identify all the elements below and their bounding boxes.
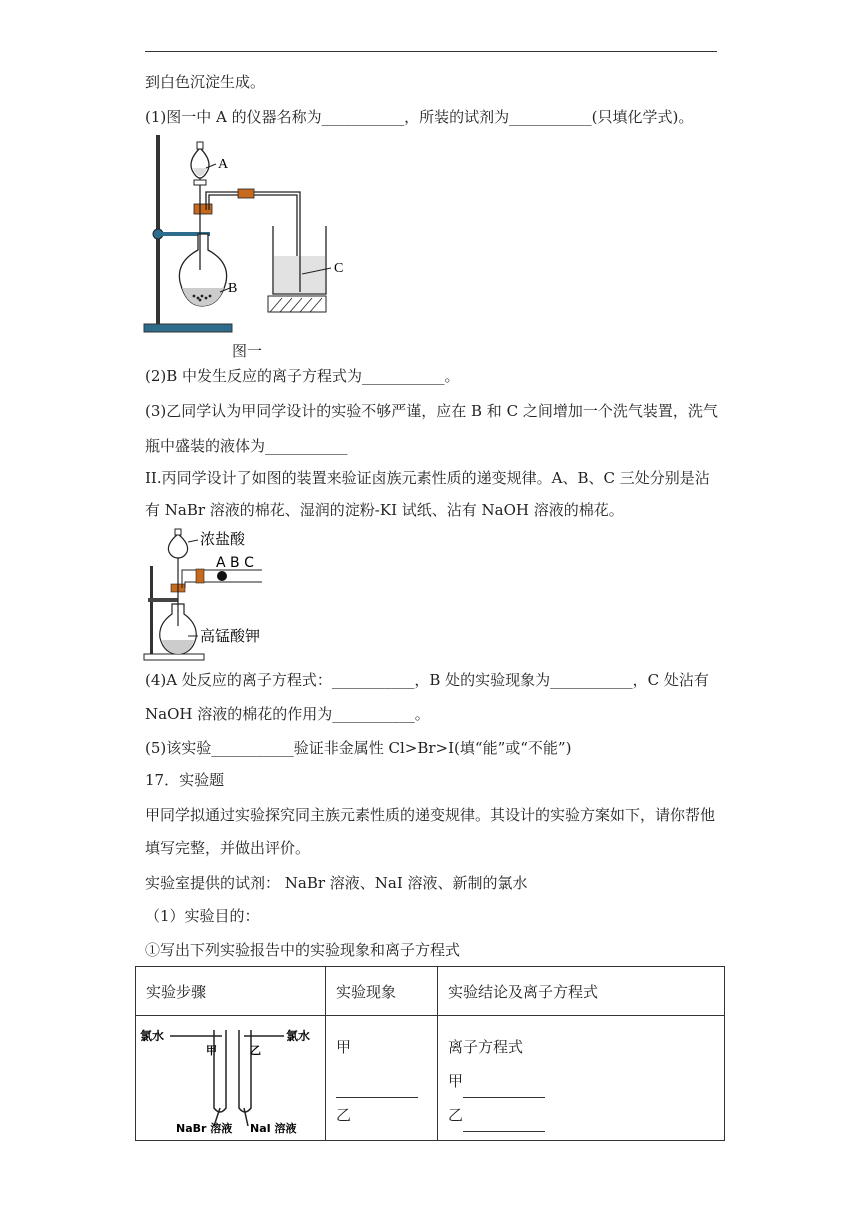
question-5: (5)该实验___________验证非金属性 Cl>Br>I(填“能”或“不能”) — [145, 739, 572, 757]
text-line: 有 NaBr 溶液的棉花、湿润的淀粉-KI 试纸、沾有 NaOH 溶液的棉花。 — [145, 501, 624, 519]
text-line: 甲同学拟通过实验探究同主族元素性质的递变规律。其设计的实验方案如下，请你帮他 — [145, 806, 716, 824]
question-17-title: 17．实验题 — [145, 771, 225, 789]
header-conclusion: 实验结论及离子方程式 — [438, 967, 725, 1016]
phenomena-yi: 乙 — [336, 1106, 352, 1124]
conclusion-title: 离子方程式 — [448, 1038, 524, 1056]
text-line: 填写完整，并做出评价。 — [145, 839, 311, 857]
label-kmno4: 高锰酸钾 — [200, 627, 261, 645]
label-yi: 乙 — [250, 1044, 261, 1057]
header-rule — [145, 51, 717, 52]
answer-blank[interactable] — [463, 1115, 545, 1132]
table-row — [136, 1016, 725, 1141]
header-phenomena: 实验现象 — [326, 967, 438, 1016]
text-line: NaOH 溶液的棉花的作用为___________。 — [145, 705, 430, 723]
conclusion-jia: 甲 — [448, 1072, 464, 1090]
table-header-row — [136, 967, 725, 1016]
section-ii: II.丙同学设计了如图的装置来验证卤族元素性质的递变规律。A、B、C 三处分别是沾 — [145, 469, 710, 487]
figure-2-apparatus — [142, 526, 282, 664]
experiment-report-table — [135, 966, 725, 1141]
phenomena-cell — [326, 1016, 438, 1141]
label-jia: 甲 — [206, 1044, 217, 1057]
label-chlorine-right: 氯水 — [286, 1029, 311, 1043]
instruction-line: ①写出下列实验报告中的实验现象和离子方程式 — [145, 941, 461, 959]
label-c: C — [334, 261, 344, 276]
figure-1-caption: 图一 — [232, 342, 263, 360]
question-4: (4)A 处反应的离子方程式：___________，B 处的实验现象为___________，C 处沾有 — [145, 671, 709, 689]
answer-blank[interactable] — [336, 1081, 418, 1098]
label-nai: NaI 溶液 — [250, 1122, 297, 1135]
label-abc: A B C — [216, 555, 254, 571]
label-a: A — [218, 157, 229, 172]
purpose-line: （1）实验目的： — [145, 907, 260, 925]
conclusion-yi: 乙 — [448, 1106, 464, 1124]
steps-cell — [136, 1016, 326, 1141]
phenomena-jia: 甲 — [336, 1038, 352, 1056]
label-chlorine-left: 氯水 — [140, 1029, 165, 1043]
question-1: (1)图一中 A 的仪器名称为___________，所装的试剂为___________(只填化学式)。 — [145, 108, 694, 126]
text-line: 到白色沉淀生成。 — [145, 73, 266, 91]
text-line: 瓶中盛装的液体为___________ — [145, 437, 348, 455]
question-2: (2)B 中发生反应的离子方程式为___________。 — [145, 367, 460, 385]
figure-1-apparatus — [140, 130, 370, 360]
reagents-line: 实验室提供的试剂： NaBr 溶液、NaI 溶液、新制的氯水 — [145, 874, 528, 892]
question-3: (3)乙同学认为甲同学设计的实验不够严谨，应在 B 和 C 之间增加一个洗气装置，洗气 — [145, 402, 718, 420]
label-nabr: NaBr 溶液 — [176, 1122, 233, 1135]
label-b: B — [228, 281, 238, 296]
label-acid: 浓盐酸 — [200, 530, 246, 548]
answer-blank[interactable] — [463, 1081, 545, 1098]
conclusion-cell — [438, 1016, 725, 1141]
header-steps: 实验步骤 — [136, 967, 326, 1016]
